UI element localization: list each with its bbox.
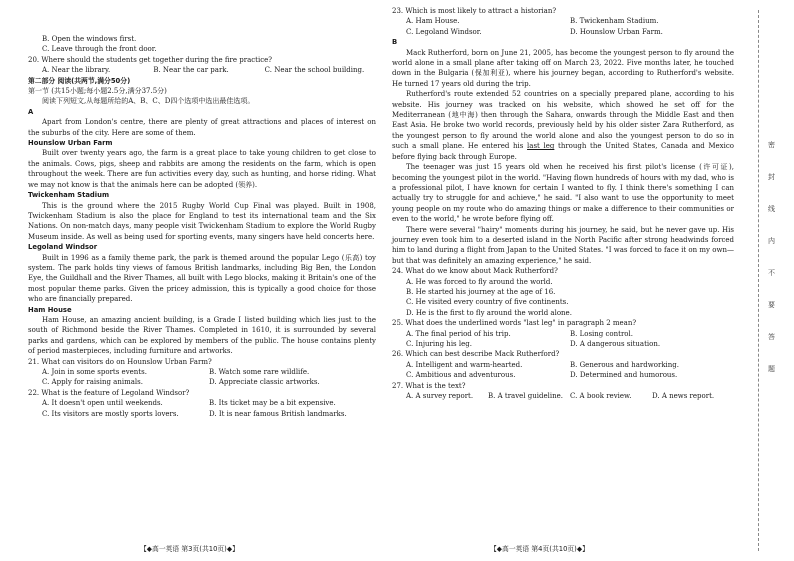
binding-char: 不 <box>768 269 775 277</box>
q19-option-c: C. Leave through the front door. <box>42 45 157 54</box>
paragraph-twickenham: This is the ground where the 2015 Rugby World Cup Final was played. Built in 1908, Twickenham Stadium is also the place for England to test its international team and the Six Nations. On non-match days, many people visit Twickenham Stadium to explore the World Rugby Museum inside. As well as being used for sporting events, many singers have held concerts here. <box>28 201 376 241</box>
q23-stem: 23. Which is most likely to attract a historian? <box>392 7 557 15</box>
binding-notice <box>768 140 775 374</box>
passage-b-letter: B <box>392 38 398 47</box>
q24-option-a: A. He was forced to fly around the world. <box>406 277 553 286</box>
q26-option-d: D. Determined and humorous. <box>570 371 678 380</box>
binding-char: 答 <box>768 333 775 341</box>
right-column <box>392 6 734 401</box>
q22-options-row2 <box>28 409 376 419</box>
q19-option-b: B. Open the windows first. <box>42 35 137 43</box>
q27-option-d: D. A news report. <box>652 392 715 401</box>
q23-option-d: D. Hounslow Urban Farm. <box>570 27 663 36</box>
paragraph-hounslow: Built over twenty years ago, the farm is a great place to take young children to get close to the animals. Cows, pigs, sheep and rabbits are among the residents on the farm, which is open throughout the week. There are fun activities every day, such as hunting, and horse riding. What we may not know is that the animals here can be adopted (领养). <box>28 149 376 189</box>
q23-options-row1 <box>392 16 734 26</box>
q20-option-a: A. Near the library. <box>42 66 111 75</box>
binding-char: 线 <box>768 205 775 213</box>
q26-option-b: B. Generous and hardworking. <box>570 360 680 369</box>
q23-option-b: B. Twickenham Stadium. <box>570 17 659 26</box>
q24-option-c: C. He visited every country of five continents. <box>406 298 569 307</box>
q25-option-c: C. Injuring his leg. <box>406 340 472 348</box>
passage-a-intro: Apart from London's centre, there are plenty of great attractions and places of interest on the suburbs of the city. Here are some of them. <box>28 118 376 137</box>
q23-option-c: C. Legoland Windsor. <box>406 27 482 36</box>
q20-option-b: B. Near the car park. <box>153 66 229 75</box>
paragraph-ham-house: Ham House, an amazing ancient building, is a Grade Ⅰ listed building which lies just to the south of Richmond beside the River Thames. Completed in 1610, it is surrounded by several parks and gardens, which can be explored by members of the public. The house contains plenty of period masterpieces, including furniture and artworks. <box>28 315 376 356</box>
page-footer-right: 【◆高一英语 第4页(共10页)◆】 <box>490 545 589 553</box>
passage-b-paragraph-1: Mack Rutherford, born on June 21, 2005, has become the youngest person to fly around the world alone in a small plane after taking off on March 23, 2022. Five months later, he touched down in the Bulgaria (保加利亚), where his journey began, according to Rutherford's website. He turned 17 years old during the trip. <box>392 48 734 88</box>
section-title: 第一节 (共15小题;每小题2.5分,满分37.5分) <box>28 87 167 96</box>
q27-options <box>392 391 734 401</box>
q21-option-c: C. Apply for raising animals. <box>42 378 143 387</box>
q20-stem: 20. Where should the students get together during the fire practice? <box>28 55 273 64</box>
q25-options-row2 <box>392 339 734 349</box>
q22-option-b: B. Its ticket may be a bit expensive. <box>209 399 336 408</box>
q23-options-row2 <box>392 27 734 37</box>
q24-option-d: D. He is the first to fly around the world alone. <box>406 308 572 317</box>
q25-option-d: D. A dangerous situation. <box>570 340 661 348</box>
instruction: 阅读下列短文,从每题所给的A、B、C、D四个选项中选出最佳选项。 <box>42 97 255 106</box>
q22-options-row1 <box>28 398 376 408</box>
passage-b-paragraph-4: There were several "hairy" moments during his journey, he said, but he never gave up. His journey even took him to a deserted island in the North Pacific after strong headwinds forced him to land during a flight from Japan to the United States. "I was forced to face it on my own—but that was definitely an amazing experience," he said. <box>392 225 734 265</box>
q20-option-c: C. Near the school building. <box>264 66 365 75</box>
q27-option-a: A. A survey report. <box>406 392 474 401</box>
binding-char: 封 <box>768 173 775 181</box>
heading-legoland: Legoland Windsor <box>28 243 98 252</box>
binding-dashed-line <box>758 10 759 551</box>
q25-options-row1 <box>392 329 734 339</box>
passage-b-paragraph-3: The teenager was just 15 years old when he received his first pilot's license (许可证), becoming the youngest pilot in the world. "Having flown hundreds of hours with my dad, who is a professional pilot, I have known for certain I wanted to fly. I think there's something I can actually try to struggle for and achieve," he said. "I also want to use the opportunity to meet young people on my route who do amazing things or make a difference to their communities or even to the world," he wrote before flying off. <box>392 163 734 224</box>
q20-options <box>28 65 376 75</box>
q27-option-b: B. A travel guideline. <box>488 392 563 401</box>
q25-stem: 25. What does the underlined words "last leg" in paragraph 2 mean? <box>392 319 637 328</box>
binding-char: 内 <box>768 237 775 245</box>
q21-options-row2 <box>28 377 376 387</box>
binding-char: 要 <box>768 301 775 309</box>
q26-stem: 26. Which can best describe Mack Rutherford? <box>392 350 560 359</box>
q21-option-a: A. Join in some sports events. <box>42 368 147 376</box>
q22-stem: 22. What is the feature of Legoland Windsor? <box>28 388 190 397</box>
paragraph-2-part-2: through the United States, Canada and Mexico before flying back through Europe. <box>392 142 735 161</box>
q23-option-a: A. Ham House. <box>406 17 460 26</box>
binding-char: 密 <box>768 141 775 149</box>
binding-char: 题 <box>768 365 775 373</box>
q26-options-row2 <box>392 370 734 380</box>
q25-option-b: B. Losing control. <box>570 329 633 338</box>
q26-option-c: C. Ambitious and adventurous. <box>406 371 516 380</box>
binding-margin <box>740 0 794 561</box>
heading-twickenham: Twickenham Stadium <box>28 191 110 200</box>
q22-option-d: D. It is near famous British landmarks. <box>209 409 347 418</box>
q27-option-c: C. A book review. <box>570 392 632 401</box>
q22-option-c: C. Its visitors are mostly sports lovers. <box>42 409 179 418</box>
q21-option-b: B. Watch some rare wildlife. <box>209 368 310 376</box>
heading-hounslow: Hounslow Urban Farm <box>28 139 113 148</box>
passage-a-letter: A <box>28 107 34 116</box>
q26-option-a: A. Intelligent and warm-hearted. <box>406 360 523 369</box>
q24-stem: 24. What do we know about Mack Rutherford? <box>392 267 558 276</box>
passage-b-paragraph-2 <box>392 89 734 162</box>
q25-option-a: A. The final period of his trip. <box>406 329 511 338</box>
page-footer-left: 【◆高一英语 第3页(共10页)◆】 <box>140 545 239 553</box>
q24-option-b: B. He started his journey at the age of 16. <box>406 287 556 296</box>
q21-option-d: D. Appreciate classic artworks. <box>209 378 320 387</box>
q21-options-row1 <box>28 367 376 377</box>
heading-ham-house: Ham House <box>28 305 72 314</box>
q21-stem: 21. What can visitors do on Hounslow Urban Farm? <box>28 357 212 366</box>
underlined-last-leg: last leg <box>527 142 555 151</box>
paragraph-2-part-1: Rutherford's route extended 52 countries on a specially prepared plane, according to his website. His journey was tracked on his website, which showed he set off for the Mediterranean (地中海) then through the Sahara, onwards through the Middle East and then East Asia. He broke two world records, previously held by his older sister Zara Rutherford, as the youngest person to fly around the world alone and also the youngest person to do so in such a small plane. He entered his <box>392 90 734 151</box>
q27-stem: 27. What is the text? <box>392 381 466 390</box>
paragraph-legoland: Built in 1996 as a family theme park, the park is themed around the popular Lego (乐高) toy system. The park holds tiny views of famous British landmarks, including Big Ben, the London Eye, the Guildhall and the River Thames, all built with Lego blocks, making it Britain's one of the most popular theme parks. Given the pricey admission, this is typically a good choice for those who are financially prepared. <box>28 253 376 304</box>
part-title: 第二部分 阅读(共两节,满分50分) <box>28 76 131 85</box>
left-column <box>28 34 376 419</box>
q26-options-row1 <box>392 360 734 370</box>
q22-option-a: A. It doesn't open until weekends. <box>42 399 163 408</box>
